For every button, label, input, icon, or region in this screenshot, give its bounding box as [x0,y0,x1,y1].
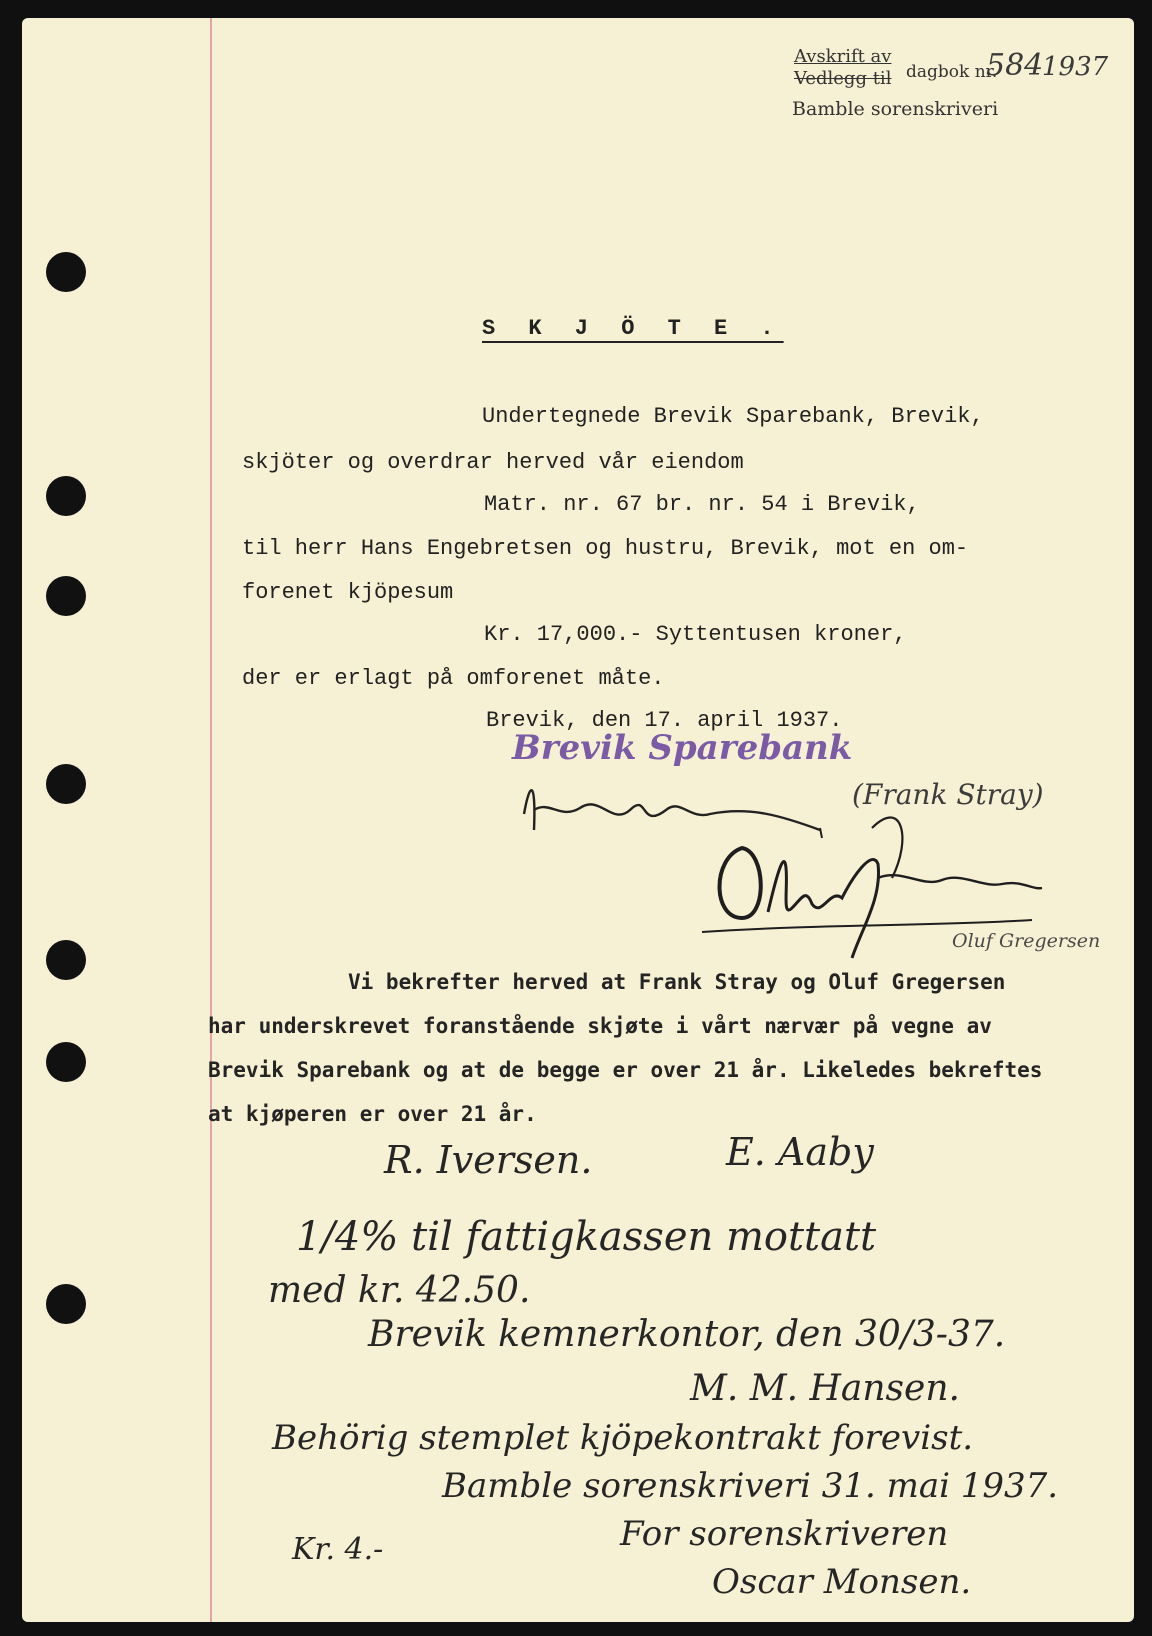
deed-line: der er erlagt på omforenet måte. [242,666,665,691]
registry-note-line1: Behörig stemplet kjöpekontrakt forevist. [272,1418,974,1458]
punch-hole [46,576,86,616]
witness-line: har underskrevet foranstående skjøte i vårt nærvær på vegne av [208,1014,992,1038]
punch-hole [46,764,86,804]
stamp-vedlegg: Vedlegg til [794,68,892,89]
witness-line: Vi bekrefter herved at Frank Stray og Oluf Gregersen [348,970,1006,994]
deed-line: Matr. nr. 67 br. nr. 54 i Brevik, [484,492,920,517]
bank-stamp: Brevik Sparebank [512,728,853,768]
signer1-name: (Frank Stray) [852,778,1044,811]
witness-line: Brevik Sparebank og at de begge er over 21 år. Likeledes bekreftes [208,1058,1043,1082]
margin-line [210,18,212,1622]
registry-note-line2: Bamble sorenskriveri 31. mai 1937. [442,1466,1059,1506]
stamp-office: Bamble sorenskriveri [792,98,999,120]
registry-signature: Oscar Monsen. [712,1562,972,1602]
fee-note-line1: 1/4% til fattigkassen mottatt [296,1214,877,1260]
document-page [22,18,1134,1622]
bottom-mark: Kr. 4.- [292,1532,384,1567]
punch-hole [46,1042,86,1082]
deed-line: Undertegnede Brevik Sparebank, Brevik, [482,404,984,429]
deed-date: Brevik, den 17. april 1937. [486,708,843,733]
punch-hole [46,1284,86,1324]
office-note: Brevik kemnerkontor, den 30/3-37. [368,1314,1006,1355]
deed-title: S K J Ö T E . [482,316,784,341]
punch-hole [46,476,86,516]
deed-line: Kr. 17,000.- Syttentusen kroner, [484,622,907,647]
witness1-signature: R. Iversen. [384,1138,593,1182]
dagbok-year: 1937 [1042,52,1109,82]
witness2-signature: E. Aaby [726,1130,874,1174]
signer2-name: Oluf Gregersen [952,930,1101,952]
deed-line: til herr Hans Engebretsen og hustru, Brevik, mot en om- [242,536,969,561]
fee-note-line2: med kr. 42.50. [268,1270,531,1311]
stamp-dagbok: dagbok nr. [906,62,998,82]
punch-hole [46,940,86,980]
stamp-avskrift: Avskrift av [794,46,892,67]
deed-line: skjöter og overdrar herved vår eiendom [242,450,744,475]
deed-line: forenet kjöpesum [242,580,454,605]
dagbok-number: 584 [986,48,1044,83]
registry-note-line3: For sorenskriveren [620,1514,949,1554]
office-signature: M. M. Hansen. [690,1368,960,1409]
punch-hole [46,252,86,292]
witness-line: at kjøperen er over 21 år. [208,1102,537,1126]
